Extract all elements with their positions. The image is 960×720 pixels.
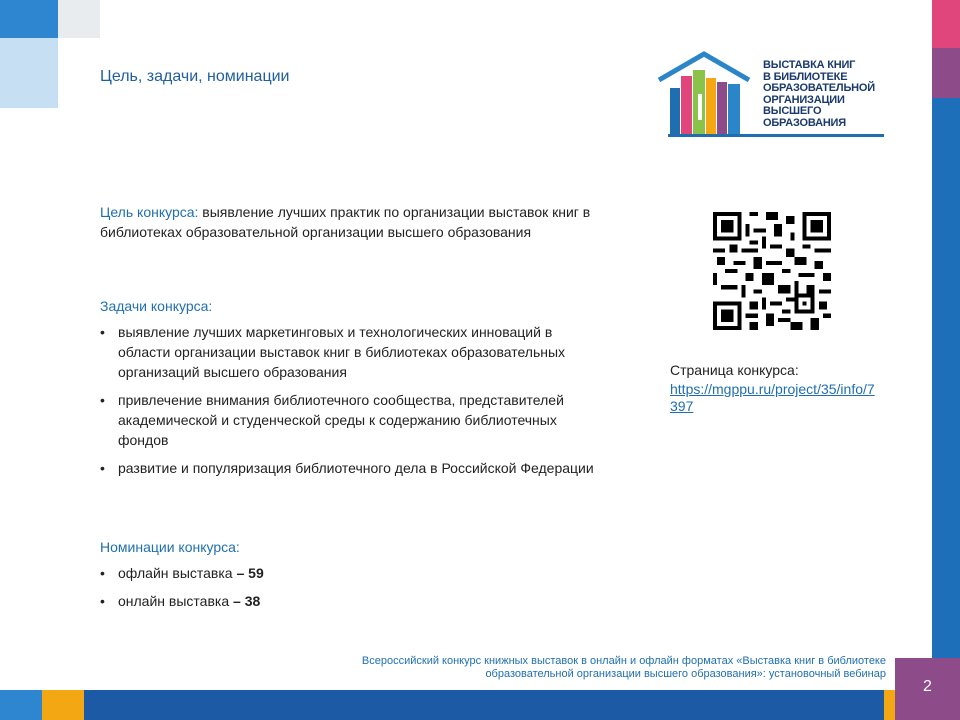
decor-bottom-blue xyxy=(0,690,42,720)
decor-bottom-orange xyxy=(42,690,84,720)
qr-code-icon[interactable] xyxy=(713,212,831,330)
decor-bottom-orange-small xyxy=(884,690,895,720)
footer-line: образовательной организации высшего образования»: установочный вебинар xyxy=(485,668,886,680)
list-item: • выявление лучших маркетинговых и технологических инноваций в области организации выставок книг в библиотеках образовательных организаций высшего образования xyxy=(100,322,600,382)
list-item: • развитие и популяризация библиотечного дела в Российской Федерации xyxy=(100,458,600,478)
goal-text: выявление лучших практик по организации выставок книг в библиотеках образовательной организации высшего образования xyxy=(100,204,591,240)
nominations-heading: Номинации конкурса: xyxy=(100,539,240,555)
nomination-name: офлайн выставка xyxy=(118,565,233,581)
list-item xyxy=(100,591,264,611)
logo-line: ВЫСШЕГО xyxy=(763,105,822,117)
footer-text xyxy=(200,655,886,681)
decor-block-gray xyxy=(58,0,100,38)
logo-underline xyxy=(668,134,884,137)
nomination-count: – 59 xyxy=(236,565,264,581)
contest-page-link[interactable]: https://mgppu.ru/project/35/info/7397 xyxy=(670,381,875,414)
decor-block-light-blue xyxy=(0,38,58,108)
tasks-heading: Задачи конкурса: xyxy=(100,298,213,314)
list-item: • привлечение внимания библиотечного сообщества, представителей академической и студенческой среды к содержанию библиотечных фондов xyxy=(100,390,600,450)
decor-stripe-blue xyxy=(932,98,960,658)
decor-stripe-pink xyxy=(932,0,960,48)
list-item xyxy=(100,563,264,583)
contest-page-label: Страница конкурса: xyxy=(670,362,799,378)
page-number: 2 xyxy=(923,678,932,695)
decor-block-blue xyxy=(0,0,58,38)
logo-line: ОРГАНИЗАЦИИ xyxy=(763,93,845,106)
logo-line: ОБРАЗОВАТЕЛЬНОЙ xyxy=(763,82,875,94)
nomination-name: онлайн выставка xyxy=(118,593,230,609)
logo-line: ВЫСТАВКА КНИГ xyxy=(763,59,856,71)
nominations-list xyxy=(100,563,264,619)
decor-stripe-purple xyxy=(932,48,960,98)
goal-label: Цель конкурса: xyxy=(100,204,199,220)
logo-line: В БИБЛИОТЕКЕ xyxy=(763,70,848,83)
decor-bottom-navy xyxy=(84,690,884,720)
tasks-list xyxy=(100,322,600,486)
footer-line: Всероссийский конкурс книжных выставок в онлайн и офлайн форматах «Выставка книг в библиотеке xyxy=(361,655,886,667)
logo-line: ОБРАЗОВАНИЯ xyxy=(763,116,846,129)
slide-title: Цель, задачи, номинации xyxy=(100,68,290,85)
nomination-count: – 38 xyxy=(233,593,261,609)
contest-goal xyxy=(100,202,620,242)
logo-text xyxy=(763,60,875,129)
